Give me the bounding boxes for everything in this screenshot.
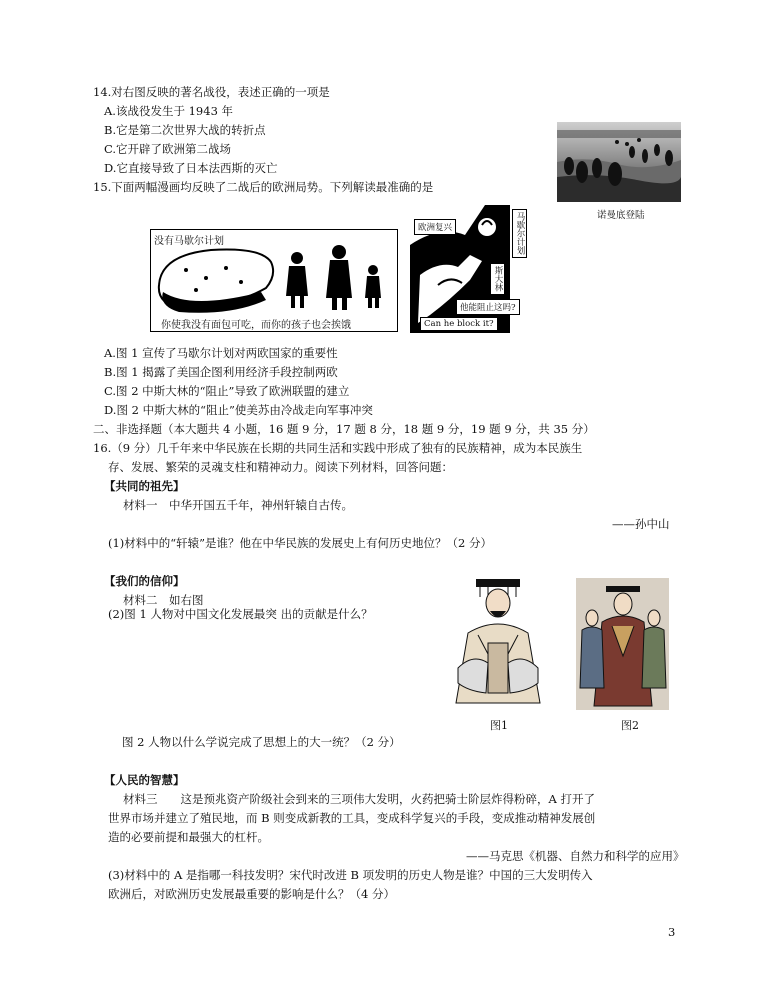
bread-loaf-icon [159, 250, 273, 313]
q16-question1: (1)材料中的“轩辕”是谁？他在中华民族的发展史上有何历史地位？（2 分） [108, 536, 493, 550]
q16-material1-source: ——孙中山 [612, 517, 670, 531]
figure-2-portrait [576, 578, 669, 710]
q16-question3-line2: 欧洲后，对欧洲历史发展最重要的影响是什么？（4 分） [108, 887, 395, 901]
q16-intro-line2: 存、发展、繁荣的灵魂支柱和精神动力。阅读下列材料，回答问题： [108, 460, 453, 474]
q16-material3-line1: 材料三 这是预兆资产阶级社会到来的三项伟大发明，火药把骑士阶层炸得粉碎，A 打开了 [123, 792, 595, 806]
q16-question2b: 图 2 人物以什么学说完成了思想上的大一统？（2 分） [122, 735, 401, 749]
cartoon-2-bubble-en: Can he block it? [420, 317, 498, 331]
q15-option-a: A.图 1 宣传了马歇尔计划对两欧国家的重要性 [104, 346, 338, 360]
q16-material2: 材料二 如右图 [123, 593, 204, 607]
cartoon-1-title: 没有马歇尔计划 [154, 236, 224, 247]
section-2-heading: 二、非选择题（本大题共 4 小题，16 题 9 分，17 题 8 分，18 题 9 分，19 题 9 分，共 35 分） [93, 422, 595, 436]
q14-option-c: C.它开辟了欧洲第二战场 [104, 142, 232, 156]
q16-question3-line1: (3)材料中的 A 是指哪一科技发明？宋代时改进 B 项发明的历史人物是谁？中国的三大发明传入 [108, 868, 593, 882]
cartoon-2-label-stalin: 斯大林 [490, 263, 505, 295]
q16-part2-heading: 【我们的信仰】 [104, 574, 185, 588]
normandy-landing-photo [557, 122, 681, 202]
cartoon-2-label-marshall: 马歇尔计划 [512, 209, 527, 258]
hungry-figures-icon [286, 245, 381, 310]
cartoon-1 [150, 229, 398, 332]
page-number: 3 [668, 925, 676, 939]
q16-part3-heading: 【人民的智慧】 [104, 773, 185, 787]
q14-option-b: B.它是第二次世界大战的转折点 [104, 123, 266, 137]
q15-option-c: C.图 2 中斯大林的“阻止”导致了欧洲联盟的建立 [104, 384, 350, 398]
q16-material3-line2: 世界市场并建立了殖民地，而 B 则变成新教的工具，变成科学复兴的手段，变成推动精神发展创 [108, 811, 596, 825]
cartoon-2 [410, 205, 535, 333]
q15-stem: 15.下面两幅漫画均反映了二战后的欧洲局势。下列解读最准确的是 [93, 180, 434, 194]
cartoon-2-label-revival: 欧洲复兴 [414, 219, 456, 235]
q16-question2a: (2)图 1 人物对中国文化发展最突 出的贡献是什么？ [108, 607, 373, 621]
q14-stem: 14.对右图反映的著名战役，表述正确的一项是 [93, 85, 330, 99]
figure-1-label: 图1 [490, 719, 508, 732]
figure-1-portrait [448, 573, 548, 711]
cartoon-1-caption: 你使我没有面包可吃，而你的孩子也会挨饿 [161, 320, 351, 331]
q14-option-a: A.该战役发生于 1943 年 [104, 104, 234, 118]
q14-option-d: D.它直接导致了日本法西斯的灭亡 [104, 161, 278, 175]
q16-part1-heading: 【共同的祖先】 [104, 479, 185, 493]
q16-material3-line3: 造的必要前提和最强大的杠杆。 [108, 830, 269, 844]
q15-option-b: B.图 1 揭露了美国企图利用经济手段控制两欧 [104, 365, 338, 379]
normandy-photo-caption: 诺曼底登陆 [597, 210, 645, 221]
cartoon-2-bubble-cn: 他能阻止这吗? [456, 299, 520, 315]
figure-2-label: 图2 [621, 719, 639, 732]
q16-intro-line1: 16.（9 分）几千年来中华民族在长期的共同生活和实践中形成了独有的民族精神，成为本民族生 [93, 441, 583, 455]
q16-material1: 材料一 中华开国五千年，神州轩辕自古传。 [123, 498, 353, 512]
q15-option-d: D.图 2 中斯大林的“阻止”使美苏由冷战走向军事冲突 [104, 403, 373, 417]
q16-material3-source: ——马克思《机器、自然力和科学的应用》 [466, 849, 685, 863]
